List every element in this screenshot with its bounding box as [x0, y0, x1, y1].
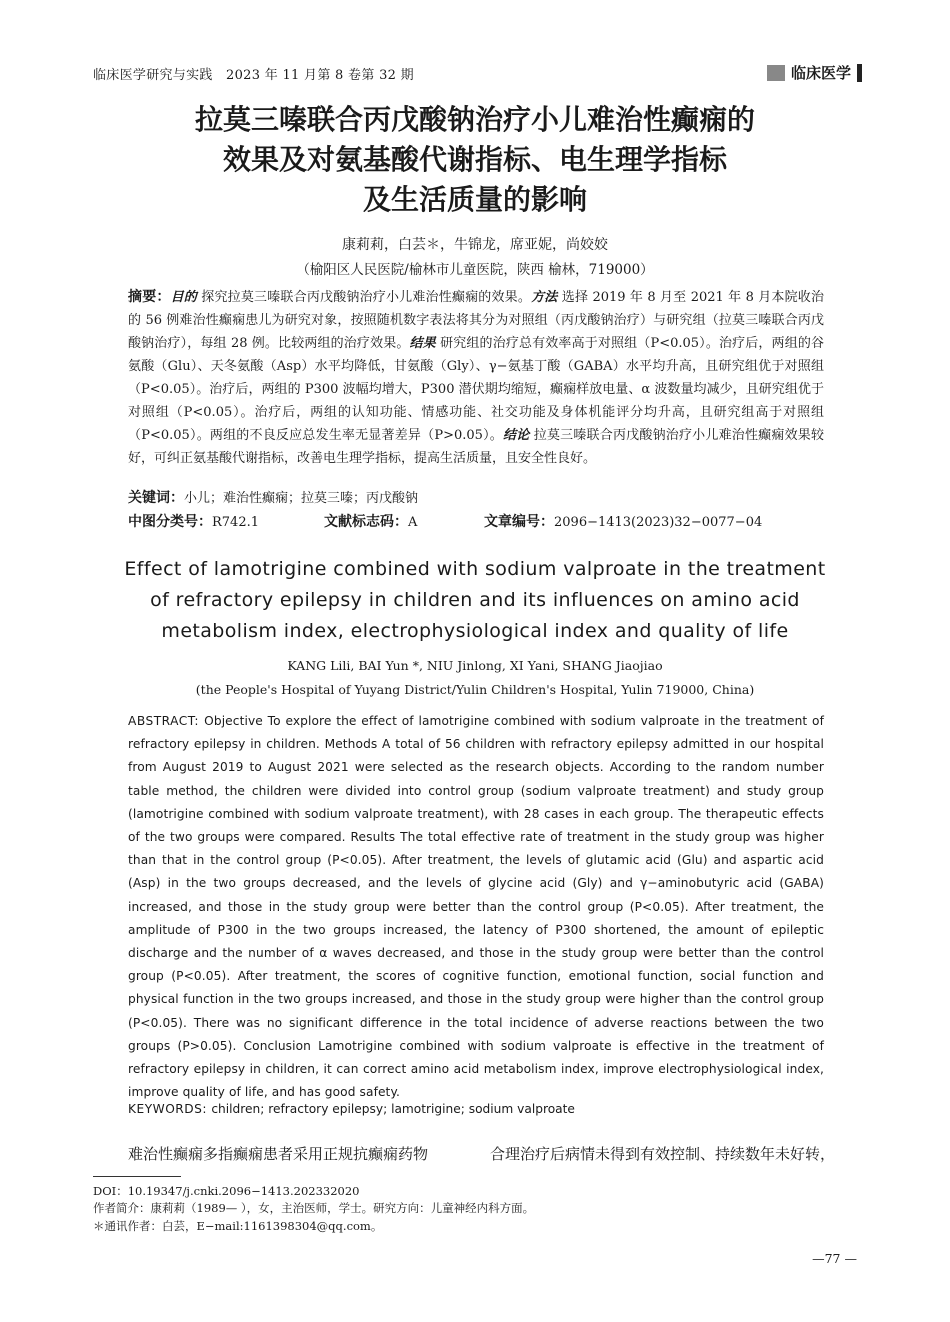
- article-number: [484, 511, 762, 531]
- methods-label: 方法: [531, 290, 558, 305]
- objective-text: 探究拉莫三嗪联合丙戊酸钠治疗小儿难治性癫痫的效果。: [196, 290, 532, 305]
- keywords-chinese-value: 小儿；难治性癫痫；拉莫三嗪；丙戊酸钠: [184, 491, 419, 506]
- footnote-doi: DOI：10.19347/j.cnki.2096−1413.202332020: [93, 1184, 360, 1198]
- objective-label: 目的: [170, 290, 197, 305]
- doc-label: 文献标志码：: [324, 514, 408, 530]
- journal-info: 临床医学研究与实践 2023 年 11 月第 8 卷第 32 期: [93, 68, 414, 83]
- title-english-line: of refractory epilepsy in children and its influences on amino acid: [150, 589, 800, 611]
- abstract-english-text: Objective To explore the effect of lamotrigine combined with sodium valproate in the treatment of refractory epilepsy in children. Methods A total of 56 children with refractory epilepsy admitted in our hospital from August 2019 to August 2021 were selected as the research objects. According to the random number table method, the children were divided into control group (sodium valproate treatment) and study group (lamotrigine combined with sodium valproate treatment), with 28 cases in each group. The therapeutic effects of the two groups were compared. Results The total effective rate of treatment in the study group was higher than that in the control group (P<0.05). After treatment, the levels of glutamic acid (Glu) and aspartic acid (Asp) in the two groups decreased, and the levels of glycine acid (Gly) and γ−aminobutyric acid (GABA) increased, and those in the study group were better than the control group (P<0.05). After treatment, the amplitude of P300 in the two groups increased, the latency of P300 shortened, the amount of epileptic discharge and the number of α waves decreased, and those in the study group were better than the control group (P<0.05). After treatment, the scores of cognitive function, emotional function, social function and physical function in the two groups increased, and those in the study group were higher than the control group (P<0.05). There was no significant difference in the total incidence of adverse reactions between the two groups (P>0.05). Conclusion Lamotrigine combined with sodium valproate is effective in the treatment of refractory epilepsy in children, it can correct amino acid metabolism index, improve electrophysiological index, improve quality of life, and has good safety.: [128, 714, 825, 1100]
- title-english-line: Effect of lamotrigine combined with sodium valproate in the treatment: [124, 558, 826, 580]
- abstract-english-label: ABSTRACT:: [128, 714, 205, 728]
- column-tag: [767, 62, 862, 83]
- clc-code: [128, 511, 259, 531]
- title-chinese-line: 拉莫三嗪联合丙戊酸钠治疗小儿难治性癫痫的: [194, 103, 755, 136]
- affiliation-chinese: （榆阳区人民医院/榆林市儿童医院，陕西 榆林，719000）: [296, 262, 654, 278]
- title-english-line: metabolism index, electrophysiological index and quality of life: [161, 620, 789, 642]
- title-chinese-line: 效果及对氨基酸代谢指标、电生理学指标: [222, 143, 727, 176]
- conclusion-text: 拉莫三嗪联合丙戊酸钠治疗小儿难治性癫痫效果较好，可纠正氨基酸代谢指标，改善电生理学指标，提高生活质量，且安全性良好。: [128, 428, 824, 466]
- keywords-english: [128, 1102, 824, 1116]
- footnote-author-intro: 作者简介：康莉莉（1989— ），女，主治医师，学士。研究方向：儿童神经内科方面。: [93, 1201, 535, 1215]
- methods-text: 选择 2019 年 8 月至 2021 年 8 月本院收治的 56 例难治性癫痫患儿为研究对象，按照随机数字表法将其分为对照组（丙戊酸钠治疗）与研究组（拉莫三嗪联合丙戊酸钠治疗），每组 28 例。比较两组的治疗效果。: [128, 290, 824, 351]
- abstract-chinese: [128, 286, 824, 470]
- affiliation-english: (the People's Hospital of Yuyang District/Yulin Children's Hospital, Yulin 719000, China): [195, 682, 755, 697]
- keywords-english-label: KEYWORDS:: [128, 1102, 212, 1116]
- column-tag-label: 临床医学: [790, 64, 851, 82]
- title-chinese-line: 及生活质量的影响: [362, 183, 587, 216]
- clc-value: R742.1: [212, 515, 260, 530]
- clc-label: 中图分类号：: [128, 514, 212, 530]
- title-chinese: [0, 100, 950, 220]
- body-text-left-column: 难治性癫痫多指癫痫患者采用正规抗癫痫药物: [128, 1145, 429, 1163]
- results-text: 研究组的治疗总有效率高于对照组（P<0.05）。治疗后，两组的谷氨酸（Glu）、天冬氨酸（Asp）水平均降低，甘氨酸（Gly）、γ−氨基丁酸（GABA）水平均升高，且研究组优于对照组（P<0.05）。治疗后，两组的 P300 波幅均增大，P300 潜伏期均缩短，癫痫样放电量、α 波数量均减少，且研究组优于对照组（P<0.05）。治疗后，两组的认知功能、情感功能、社交功能及身体机能评分均升高，且研究组高于对照组（P<0.05）。两组的不良反应总发生率无显著差异（P>0.05）。: [128, 336, 824, 443]
- art-value: 2096−1413(2023)32−0077−04: [554, 515, 763, 530]
- title-english: [0, 554, 950, 647]
- results-label: 结果: [409, 336, 436, 351]
- abstract-english: [128, 710, 824, 1104]
- footnote-corresponding-author: ＊通讯作者：白芸，E−mail:1161398304@qq.com。: [93, 1219, 383, 1233]
- art-label: 文章编号：: [484, 514, 554, 530]
- footnote-divider: [93, 1176, 181, 1177]
- keywords-chinese-label: 关键词：: [128, 490, 184, 506]
- abstract-chinese-label: 摘要：: [128, 289, 171, 305]
- body-text-right-column: 合理治疗后病情未得到有效控制、持续数年未好转，: [490, 1145, 836, 1163]
- authors-english: KANG Lili, BAI Yun *, NIU Jinlong, XI Yani, SHANG Jiaojiao: [287, 658, 663, 673]
- keywords-english-value: children; refractory epilepsy; lamotrigine; sodium valproate: [211, 1102, 575, 1116]
- column-tag-bar-icon: [767, 65, 785, 81]
- conclusion-label: 结论: [503, 428, 530, 443]
- page-number: —77 —: [812, 1251, 857, 1266]
- document-code: [324, 511, 417, 531]
- column-tag-end-icon: [857, 64, 862, 82]
- doc-value: A: [408, 515, 418, 530]
- authors-chinese: 康莉莉，白芸＊，牛锦龙，席亚妮，尚姣姣: [342, 237, 608, 253]
- keywords-chinese: [128, 487, 418, 507]
